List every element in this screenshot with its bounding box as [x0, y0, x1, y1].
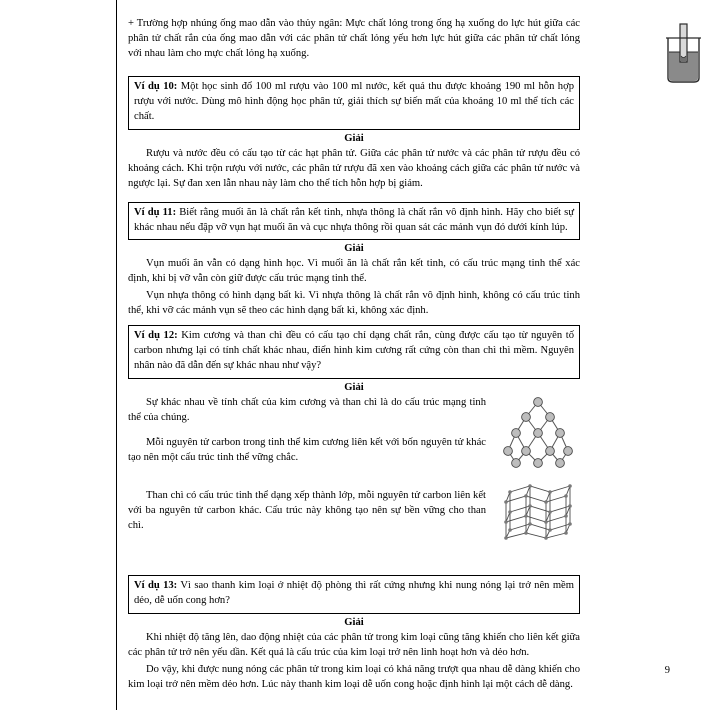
diamond-crystal-lattice-figure	[496, 395, 580, 474]
solution-heading-12: Giải	[344, 381, 364, 393]
example-box-12	[128, 325, 580, 378]
page-number: 9	[664, 665, 670, 676]
solution-11-p1: Vụn muối ăn vẫn có dạng hình học. Vì muối ăn là chất rắn kết tinh, có cấu trúc mạng tinh thể xác định, khi bị vỡ vẫn còn giữ được cấu trúc mạng tinh thể.	[128, 258, 580, 285]
example-box-13	[128, 575, 580, 614]
solution-body-10	[128, 146, 580, 191]
example-12-question: Kim cương và than chì đều có cấu tạo chỉ dạng chất rắn, cùng được cấu tạo từ nguyên tố carbon nhưng lại có tính chất khác nhau, điển hình kim cương rất cứng còn than chì thì mềm. Nguyên nhân nào đã dẫn đến sự khác nhau như vậy?	[134, 330, 574, 372]
solution-11-p2: Vụn nhựa thông có hình dạng bất kì. Vì nhựa thông là chất rắn vô định hình, không có cấu trúc tinh thể, khi vỡ các mảnh vụn sẽ theo các hình dạng bất kì, không xác định.	[128, 290, 580, 317]
example-11-question: Biết rằng muối ăn là chất rắn kết tinh, nhựa thông là chất rắn vô định hình. Hãy cho biết sự khác nhau nếu đập vỡ vụn hạt muối ăn và cục nhựa thông rồi quan sát các mảnh vụn đó dưới kính lúp.	[134, 206, 574, 233]
solution-13-p2: Do vậy, khi được nung nóng các phân tử trong kim loại có khả năng trượt qua nhau dễ dàng khiến cho kim loại trở nên mềm dẻo hơn. Lúc này thanh kim loại dễ uốn cong hoặc định hình lại một cách dễ dàng.	[128, 663, 580, 690]
example-11-label: Ví dụ 11:	[134, 206, 177, 218]
document-content	[128, 16, 580, 694]
solution-heading-13: Giải	[344, 616, 364, 628]
solution-10-p1: Rượu và nước đều có cấu tạo từ các hạt phân tử. Giữa các phân tử nước và các phân tử rượu đều có khoảng cách. Khi trộn rượu với nước, các phân tử rượu đã xen vào khoảng cách giữa các phân tử nước và ngược lại. Sự đan xen lẫn nhau này làm cho thể tích hỗn hợp bị giảm.	[128, 147, 580, 189]
example-box-10	[128, 76, 580, 129]
solution-12-p3: Than chì có cấu trúc tinh thể dạng xếp thành lớp, mỗi nguyên tử carbon liên kết với ba nguyên tử carbon khác. Cấu trúc này không tạo nên sự bền vững cho than chì.	[128, 489, 486, 531]
graphite-layered-lattice-icon	[496, 478, 580, 540]
example-10-text	[134, 80, 574, 124]
solution-heading-11: Giải	[344, 243, 364, 255]
example-13-text	[134, 579, 574, 609]
example-box-11	[128, 202, 580, 241]
beaker-mercury-capillary-tube-icon	[660, 22, 706, 84]
example-12-text	[134, 329, 574, 373]
solution-body-12b	[128, 478, 580, 547]
solution-body-11	[128, 256, 580, 318]
solution-12-p2: Mỗi nguyên tử carbon trong tinh thể kim cương liên kết với bốn nguyên tử khác tạo nên một cấu trúc tinh thể vững chắc.	[128, 437, 486, 464]
solution-13-p1: Khi nhiệt độ tăng lên, dao động nhiệt của các phân tử trong kim loại cũng tăng khiến cho liên kết giữa các phân tử trở nên yếu dần. Kết quả là cấu trúc của kim loại trở nên linh hoạt hơn và dẻo hơn.	[128, 631, 580, 658]
diamond-crystal-lattice-icon	[496, 395, 580, 469]
example-13-label: Ví dụ 13:	[134, 579, 178, 591]
example-13-question: Vì sao thanh kim loại ở nhiệt độ phòng thì rất cứng nhưng khi nung nóng lại trở nên mềm dẻo, dễ uốn cong hơn?	[134, 579, 574, 606]
example-11-text	[134, 206, 574, 236]
solution-body-12	[128, 395, 580, 476]
solution-heading-10: Giải	[344, 132, 364, 144]
page-left-rule	[116, 0, 117, 710]
solution-body-13	[128, 630, 580, 692]
example-10-question: Một học sinh đổ 100 ml rượu vào 100 ml nước, kết quả thu được khoảng 190 ml hỗn hợp rượu với nước. Dùng mô hình động học phân tử, giải thích sự biến mất của khoảng 10 ml thể tích các chất.	[134, 81, 575, 122]
beaker-mercury-capillary-tube-figure	[660, 22, 706, 84]
intro-paragraph: + Trường hợp nhúng ống mao dẫn vào thủy ngân: Mực chất lỏng trong ống hạ xuống do lực hút giữa các phân tử chất rắn của ống mao dẫn với các phân tử chất lỏng yếu hơn lực hút giữa các phân tử chất lỏng với nhau làm cho mực chất lỏng hạ xuống.	[128, 18, 580, 60]
graphite-layered-lattice-figure	[496, 478, 580, 545]
example-10-label: Ví dụ 10:	[134, 81, 178, 93]
solution-12-p1: Sự khác nhau về tính chất của kim cương và than chì là do cấu trúc mạng tinh thể của chúng.	[128, 396, 486, 423]
example-12-label: Ví dụ 12:	[134, 330, 178, 342]
